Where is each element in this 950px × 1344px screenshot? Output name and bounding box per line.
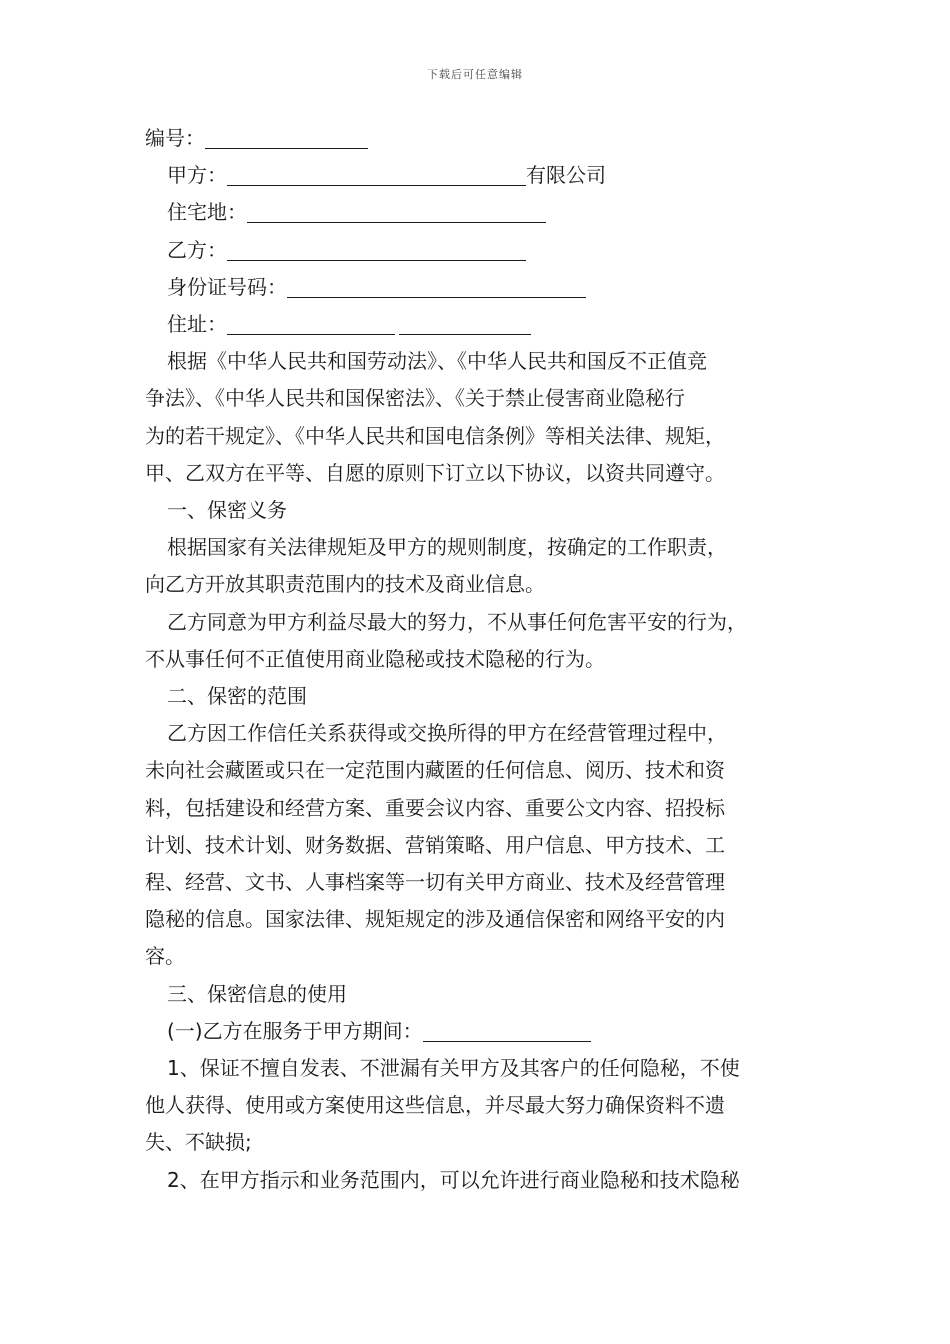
party-b-label: 乙方：	[167, 237, 227, 262]
item-2	[145, 1162, 825, 1199]
intro-line: 为的若干规定》、《中华人民共和国电信条例》等相关法律、规矩，	[145, 423, 725, 448]
party-a-field	[145, 157, 825, 194]
address-field	[145, 306, 825, 343]
id-number-field	[145, 269, 825, 306]
section1-paragraph-1	[145, 529, 825, 603]
item1-line: 1、保证不擅自发表、不泄漏有关甲方及其客户的任何隐秘，不使	[167, 1056, 740, 1081]
residence-label: 住宅地：	[167, 200, 247, 225]
page-header-note: 下载后可任意编辑	[427, 68, 523, 81]
address-blank-1[interactable]	[227, 312, 395, 335]
address-label: 住址：	[167, 312, 227, 337]
item-1	[145, 1050, 825, 1162]
intro-line: 甲、乙双方在平等、自愿的原则下订立以下协议，以资共同遵守。	[145, 460, 725, 485]
section3-heading: 三、保密信息的使用	[167, 981, 347, 1006]
section1-p2-line: 乙方同意为甲方利益尽最大的努力，不从事任何危害平安的行为，	[167, 609, 747, 634]
residence-blank[interactable]	[247, 200, 546, 223]
intro-line: 根据《中华人民共和国劳动法》、《中华人民共和国反不正值竞	[167, 349, 707, 374]
service-period-blank[interactable]	[423, 1019, 591, 1042]
section1-p1-line: 向乙方开放其职责范围内的技术及商业信息。	[145, 572, 545, 597]
section1-paragraph-2	[145, 604, 825, 678]
section2-paragraph	[145, 715, 825, 975]
residence-field	[145, 194, 825, 231]
section1-p2-line: 不从事任何不正值使用商业隐秘或技术隐秘的行为。	[145, 646, 605, 671]
section3-sub1-label: (一)乙方在服务于甲方期间：	[167, 1018, 423, 1043]
intro-paragraph	[145, 343, 825, 492]
section1-heading: 一、保密义务	[167, 498, 287, 523]
document-body	[145, 120, 825, 1199]
section2-line: 隐秘的信息。国家法律、规矩规定的涉及通信保密和网络平安的内	[145, 907, 725, 932]
item2-line: 2、在甲方指示和业务范围内，可以允许进行商业隐秘和技术隐秘	[167, 1167, 740, 1192]
address-blank-2[interactable]	[399, 312, 531, 335]
section2-line: 程、经营、文书、人事档案等一切有关甲方商业、技术及经营管理	[145, 870, 725, 895]
section2-line: 容。	[145, 944, 185, 969]
section2-line: 计划、技术计划、财务数据、营销策略、用户信息、甲方技术、工	[145, 832, 725, 857]
id-number-label: 身份证号码：	[167, 274, 287, 299]
party-a-blank[interactable]	[227, 163, 526, 186]
party-a-label: 甲方：	[167, 163, 227, 188]
party-a-suffix: 有限公司	[526, 163, 606, 188]
section1-p1-line: 根据国家有关法律规矩及甲方的规则制度，按确定的工作职责，	[167, 535, 727, 560]
party-b-blank[interactable]	[227, 238, 526, 261]
number-blank[interactable]	[205, 126, 368, 149]
party-b-field	[145, 232, 825, 269]
item1-line: 失、不缺损;	[145, 1130, 252, 1155]
section3-sub1	[145, 1013, 825, 1050]
item1-line: 他人获得、使用或方案使用这些信息，并尽最大努力确保资料不遗	[145, 1093, 725, 1118]
section2-line: 料，包括建设和经营方案、重要会议内容、重要公文内容、招投标	[145, 795, 725, 820]
section2-line: 乙方因工作信任关系获得或交换所得的甲方在经营管理过程中，	[167, 721, 727, 746]
section2-heading: 二、保密的范围	[167, 684, 307, 709]
section2-line: 未向社会藏匿或只在一定范围内藏匿的任何信息、阅历、技术和资	[145, 758, 725, 783]
id-number-blank[interactable]	[287, 275, 586, 298]
number-field	[145, 120, 825, 157]
number-label: 编号：	[145, 126, 205, 150]
intro-line: 争法》、《中华人民共和国保密法》、《关于禁止侵害商业隐秘行	[145, 386, 685, 411]
